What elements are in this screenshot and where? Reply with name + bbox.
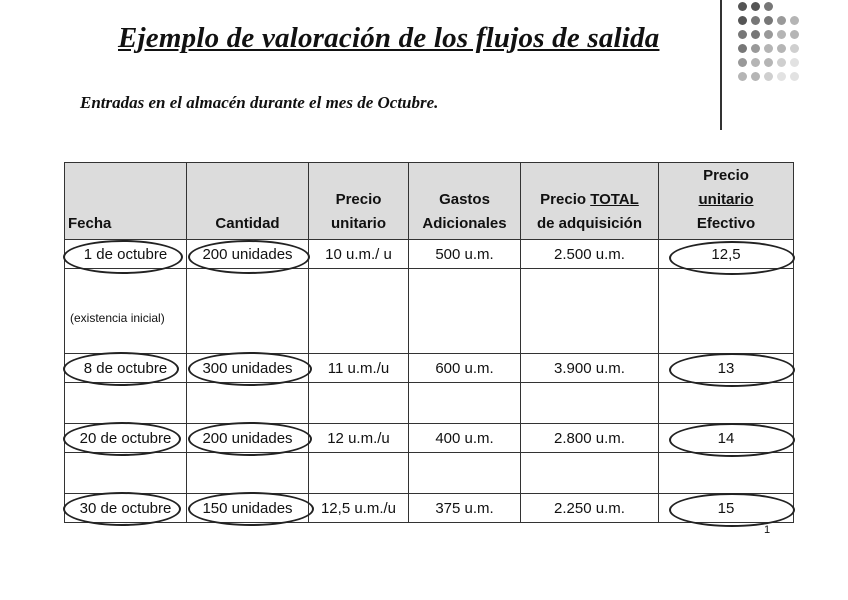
cell-fecha: 30 de octubre <box>65 494 187 523</box>
decorative-dot <box>790 16 799 25</box>
cell-efectivo: 15 <box>659 494 794 523</box>
decorative-dot <box>764 16 773 25</box>
header-precio-total-line1a: Precio <box>540 191 591 208</box>
decorative-dot <box>764 44 773 53</box>
decorative-dot <box>751 58 760 67</box>
cell-fecha: 8 de octubre <box>65 354 187 383</box>
table-row <box>65 354 794 383</box>
header-precio-efectivo-line3: Efectivo <box>696 215 756 232</box>
cell-gastos: 600 u.m. <box>409 354 521 383</box>
decorative-dot <box>777 72 786 81</box>
decorative-dot <box>738 16 747 25</box>
cell-efectivo: 14 <box>659 424 794 453</box>
decorative-dot <box>738 58 747 67</box>
page-title: Ejemplo de valoración de los flujos de salida <box>118 22 660 54</box>
decorative-dots <box>738 0 818 110</box>
header-precio-unitario-line1: Precio <box>335 191 382 208</box>
decorative-dot <box>777 16 786 25</box>
decorative-dot <box>764 2 773 11</box>
existencia-inicial-note: (existencia inicial) <box>70 311 165 325</box>
decorative-dot <box>777 58 786 67</box>
decorative-dot <box>764 30 773 39</box>
cell-gastos: 375 u.m. <box>409 494 521 523</box>
header-precio-total-line1b: TOTAL <box>590 191 639 208</box>
entries-table <box>64 162 794 523</box>
cell-precio: 12 u.m./u <box>309 424 409 453</box>
header-precio-efectivo-line1: Precio <box>703 167 749 184</box>
cell-cantidad: 150 unidades <box>187 494 309 523</box>
decorative-dot <box>790 30 799 39</box>
cell-cantidad: 200 unidades <box>187 424 309 453</box>
table-row <box>65 424 794 453</box>
decorative-dot <box>790 58 799 67</box>
cell-total: 2.500 u.m. <box>521 240 659 269</box>
table-row-note <box>65 269 794 354</box>
decorative-dot <box>790 44 799 53</box>
decorative-dot <box>764 58 773 67</box>
header-gastos-line2: Adicionales <box>422 215 507 232</box>
decorative-dot <box>751 2 760 11</box>
header-gastos-line1: Gastos <box>439 191 490 208</box>
cell-efectivo: 13 <box>659 354 794 383</box>
cell-note <box>65 269 187 354</box>
table-header-row <box>65 163 794 240</box>
decorative-dot <box>751 44 760 53</box>
cell-precio: 10 u.m./ u <box>309 240 409 269</box>
page-number: 1 <box>764 524 771 536</box>
decorative-dot <box>738 2 747 11</box>
decorative-dot <box>738 44 747 53</box>
decorative-dot <box>764 72 773 81</box>
decorative-dot <box>751 16 760 25</box>
decorative-dot <box>777 30 786 39</box>
header-divider <box>720 0 722 130</box>
header-fecha: Fecha <box>65 163 187 240</box>
cell-precio: 12,5 u.m./u <box>309 494 409 523</box>
table-spacer-row <box>65 453 794 494</box>
cell-total: 2.800 u.m. <box>521 424 659 453</box>
header-precio-unitario <box>309 163 409 240</box>
header-gastos <box>409 163 521 240</box>
cell-total: 3.900 u.m. <box>521 354 659 383</box>
header-precio-unitario-line2: unitario <box>331 215 386 232</box>
cell-fecha: 1 de octubre <box>65 240 187 269</box>
cell-total: 2.250 u.m. <box>521 494 659 523</box>
decorative-dot <box>738 30 747 39</box>
cell-cantidad: 200 unidades <box>187 240 309 269</box>
table-row <box>65 494 794 523</box>
table-row <box>65 240 794 269</box>
cell-gastos: 500 u.m. <box>409 240 521 269</box>
header-cantidad: Cantidad <box>187 163 309 240</box>
cell-fecha: 20 de octubre <box>65 424 187 453</box>
cell-efectivo: 12,5 <box>659 240 794 269</box>
header-precio-total <box>521 163 659 240</box>
table-spacer-row <box>65 383 794 424</box>
cell-precio: 11 u.m./u <box>309 354 409 383</box>
decorative-dot <box>777 44 786 53</box>
decorative-dot <box>738 72 747 81</box>
page-subtitle: Entradas en el almacén durante el mes de Octubre. <box>80 93 439 112</box>
cell-cantidad: 300 unidades <box>187 354 309 383</box>
header-precio-efectivo-line2: unitario <box>698 191 754 208</box>
decorative-dot <box>790 72 799 81</box>
decorative-dot <box>751 72 760 81</box>
header-precio-total-line2: de adquisición <box>536 215 642 232</box>
decorative-dot <box>751 30 760 39</box>
header-precio-efectivo <box>659 163 794 240</box>
cell-gastos: 400 u.m. <box>409 424 521 453</box>
